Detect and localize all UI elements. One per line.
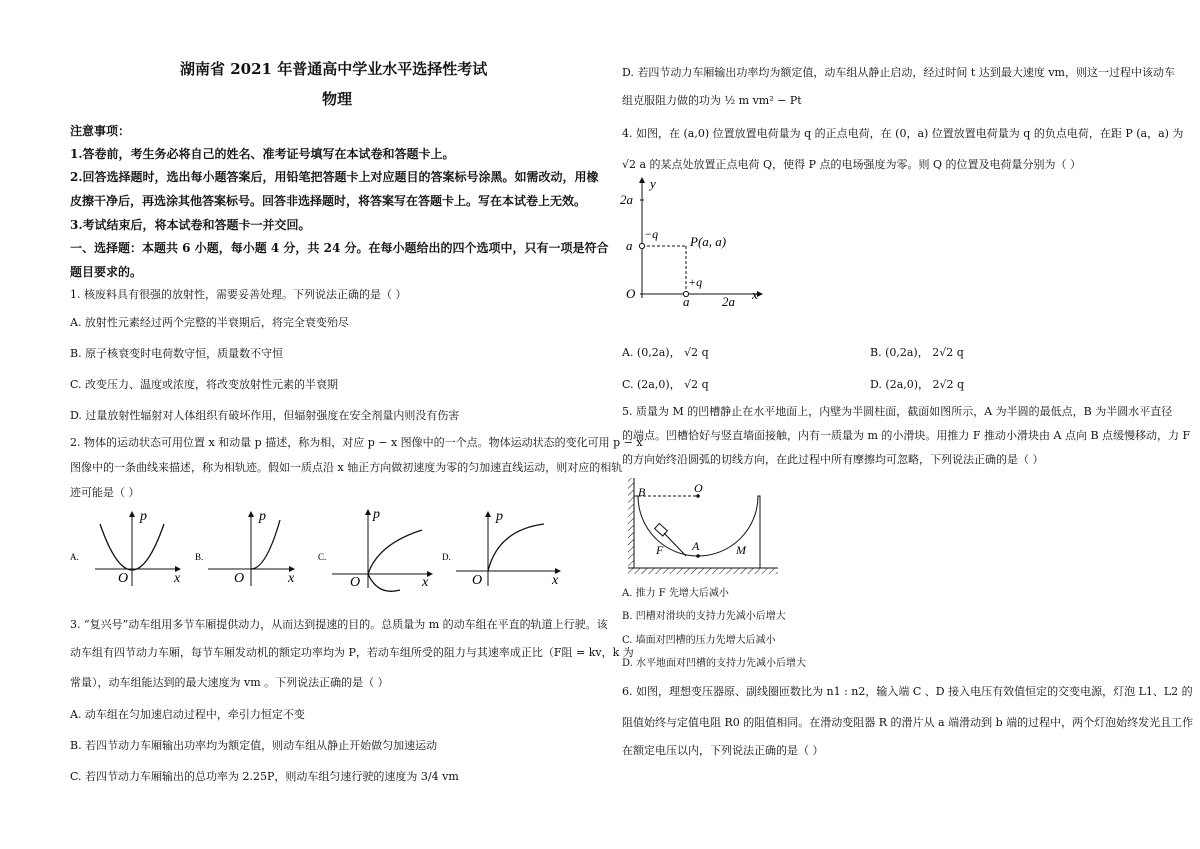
q4-x-label: x [752, 287, 758, 302]
q4-option-a: A. (0,2a)， √2 q [622, 346, 709, 359]
q2-graphs [70, 508, 600, 588]
q2-graph-b [195, 509, 295, 586]
q4-stem: √2 a 的某点处放置正点电荷 Q，使得 P 点的电场强度为零。则 Q 的位置及电荷量分别为（ ） [622, 158, 1081, 171]
q3-option-d-cont: 组克服阻力做的功为 ½ m vm² − Pt [622, 94, 802, 107]
q5-stem: 的方向始终沿圆弧的切线方向，在此过程中所有摩擦均可忽略，下列说法正确的是（ ） [622, 453, 1044, 466]
q5-label-m: M [736, 543, 746, 557]
q2-graph-d-x-label: x [552, 573, 559, 588]
q4-option-c: C. (2a,0)， √2 q [622, 378, 709, 391]
q4-tick-a-x: a [683, 294, 690, 309]
q4-origin: O [626, 286, 636, 301]
q4-point-p: P(a, a) [690, 234, 727, 249]
wall [628, 478, 634, 568]
q2-stem: 迹可能是（ ） [70, 486, 140, 499]
q2-graph-b-x-label: x [288, 571, 295, 586]
negative-charge [639, 243, 644, 248]
q2-graph-a-origin: O [118, 571, 129, 586]
q4-figure [620, 176, 782, 309]
notice-item: 1.答卷前，考生务必将自己的姓名、准考证号填写在本试卷和答题卡上。 [70, 147, 455, 161]
q3-stem: 常量），动车组能达到的最大速度为 vm 。下列说法正确的是（ ） [70, 676, 389, 689]
q5-label-o: O [694, 481, 703, 495]
q6-stem: 阻值始终与定值电阻 R0 的阻值相同。在滑动变阻器 R 的滑片从 a 端滑动到 b 端的过程中，两个灯泡始终发光且工作 [622, 716, 1194, 729]
q2-graph-c-origin: O [350, 575, 361, 590]
q5-option-d: D. 水平地面对凹槽的支持力先减小后增大 [622, 658, 807, 669]
q2-graph-c-p-label: p [373, 507, 380, 522]
q4-option-d: D. (2a,0)， 2√2 q [870, 378, 965, 391]
q3-option-c: C. 若四节动力车厢输出的总功率为 2.25P，则动车组匀速行驶的速度为 3/4 vm [70, 770, 459, 783]
q4-tick-2a-x: 2a [722, 294, 735, 309]
q3-stem: 动车组有四节动力车厢，每节车厢发动机的额定功率均为 P，若动车组所受的阻力与其速率成正比（F阻 = kv，k 为 [70, 646, 634, 659]
q2-graph-a [70, 509, 181, 586]
q3-option-d: D. 若四节动力车厢输出功率均为额定值，动车组从静止启动，经过时间 t 达到最大速度 vm，则这一过程中该动车 [622, 66, 1175, 79]
q3-option-a: A. 动车组在匀加速启动过程中，牵引力恒定不变 [70, 708, 305, 721]
q4-option-b: B. (0,2a)， 2√2 q [870, 346, 964, 359]
q5-stem: 的端点。凹槽恰好与竖直墙面接触，内有一质量为 m 的小滑块。用推力 F 推动小滑块由 A 点向 B 点缓慢移动，力 F [622, 429, 1191, 442]
q2-graph-d-letter: D. [442, 552, 451, 562]
notice-item: 皮擦干净后，再选涂其他答案标号。回答非选择题时，将答案写在答题卡上。写在本试卷上无效。 [70, 194, 587, 208]
q2-stem: 2. 物体的运动状态可用位置 x 和动量 p 描述，称为相，对应 p − x 图像中的一个点。物体运动状态的变化可用 p − x [70, 436, 643, 449]
q6-stem: 在额定电压以内，下列说法正确的是（ ） [622, 744, 824, 757]
q1-option-c: C. 改变压力、温度或浓度，将改变放射性元素的半衰期 [70, 378, 339, 391]
q1-option-a: A. 放射性元素经过两个完整的半衰期后，将完全衰变殆尽 [70, 316, 349, 329]
q5-label-b: B [638, 485, 646, 499]
exam-title: 湖南省 2021 年普通高中学业水平选择性考试 [180, 60, 488, 78]
section-heading: 一、选择题：本题共 6 小题，每小题 4 分，共 24 分。在每小题给出的四个选项中，只有一项是符合 [70, 241, 609, 255]
q6-stem: 6. 如图，理想变压器原、副线圈匝数比为 n1 : n2，输入端 C 、D 接入电压有效值恒定的交变电源，灯泡 L1、L2 的 [622, 685, 1193, 698]
q5-label-a: A [692, 539, 700, 553]
q2-graph-c-letter: C. [318, 552, 327, 562]
q4-tick-a: a [626, 238, 633, 253]
q5-option-c: C. 墙面对凹槽的压力先增大后减小 [622, 635, 776, 646]
notice-heading: 注意事项： [70, 124, 131, 138]
notice-item: 2.回答选择题时，选出每小题答案后，用铅笔把答题卡上对应题目的答案标号涂黑。如需改动，用橡 [70, 170, 599, 184]
q4-neg-label: −q [644, 227, 659, 241]
q2-graph-c [318, 507, 432, 591]
q2-graph-d [442, 509, 560, 588]
q2-stem: 图像中的一条曲线来描述，称为相轨迹。假如一质点沿 x 轴正方向做初速度为零的匀加速直线运动，则对应的相轨 [70, 461, 623, 474]
q2-graph-b-p-label: p [259, 509, 266, 524]
q1-option-d: D. 过量放射性辐射对人体组织有破坏作用，但辐射强度在安全剂量内则没有伤害 [70, 409, 460, 422]
notice-item: 3.考试结束后，将本试卷和答题卡一并交回。 [70, 218, 311, 232]
q1-stem: 1. 核废料具有很强的放射性，需要妥善处理。下列说法正确的是（ ） [70, 288, 407, 301]
ground [628, 568, 778, 574]
q2-graph-d-origin: O [472, 573, 483, 588]
q2-graph-b-letter: B. [195, 552, 204, 562]
q4-stem: 4. 如图，在 (a,0) 位置放置电荷量为 q 的正点电荷，在 (0，a) 位置放置电荷量为 q 的负点电荷，在距 P (a，a) 为 [622, 127, 1184, 140]
q5-stem: 5. 质量为 M 的凹槽静止在水平地面上，内壁为半圆柱面，截面如图所示，A 为半圆的最低点，B 为半圆水平直径 [622, 405, 1173, 418]
q2-graph-b-origin: O [234, 571, 245, 586]
q2-graph-d-p-label: p [496, 509, 503, 524]
q2-graph-a-x-label: x [174, 571, 181, 586]
q2-graph-c-x-label: x [422, 575, 429, 590]
q5-figure [628, 474, 788, 578]
section-heading: 题目要求的。 [70, 265, 143, 279]
q5-option-a: A. 推力 F 先增大后减小 [622, 588, 729, 599]
q4-y-label: y [650, 176, 656, 191]
exam-subject: 物理 [322, 90, 353, 108]
q3-stem: 3. “复兴号”动车组用多节车厢提供动力，从而达到提速的目的。总质量为 m 的动车组在平直的轨道上行驶。该 [70, 618, 608, 631]
q2-graph-a-letter: A. [70, 552, 79, 562]
q5-option-b: B. 凹槽对滑块的支持力先减小后增大 [622, 611, 786, 622]
q5-label-f: F [656, 543, 664, 557]
q4-tick-2a: 2a [620, 192, 633, 207]
q1-option-b: B. 原子核衰变时电荷数守恒，质量数不守恒 [70, 347, 284, 360]
q3-option-b: B. 若四节动力车厢输出功率均为额定值，则动车组从静止开始做匀加速运动 [70, 739, 438, 752]
q4-pos-label: +q [688, 275, 703, 289]
q2-graph-a-p-label: p [140, 509, 147, 524]
